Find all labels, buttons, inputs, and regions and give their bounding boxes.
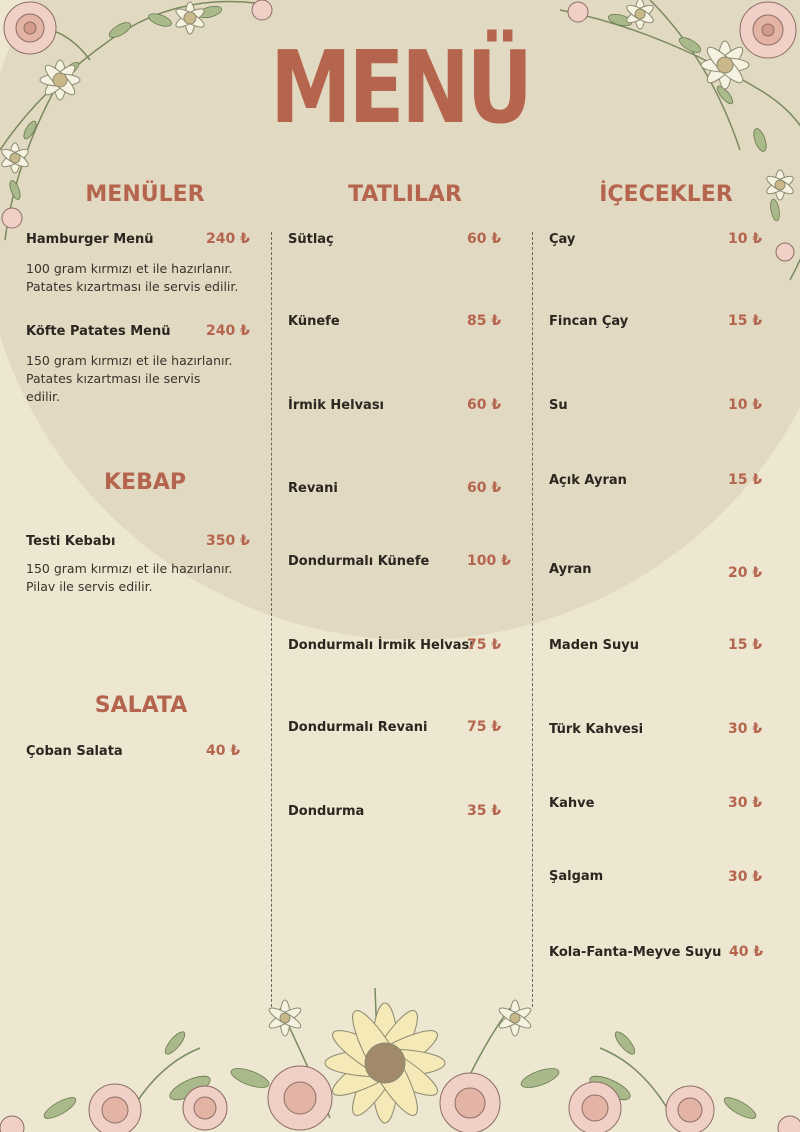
menu-item-name: Revani [288,481,338,496]
menu-item-price: 10 ₺ [728,397,763,413]
menu-item-name: İrmik Helvası [288,398,385,413]
menu-item-price: 35 ₺ [467,803,502,819]
menu-item-description: 100 gram kırmızı et ile hazırlanır. Patates kızartması ile servis edilir. [26,261,239,294]
menu-item-price: 40 ₺ [729,944,764,960]
menu-item-price: 40 ₺ [206,743,241,759]
section-heading-kebap: KEBAP [104,470,186,495]
menu-item-price: 30 ₺ [728,795,763,811]
menu-item-name: Köfte Patates Menü [26,324,171,339]
menu-item-name: Maden Suyu [549,638,639,653]
menu-item-name: Şalgam [549,869,604,884]
column-divider-right [532,232,533,1007]
menu-item-name: Fincan Çay [549,314,629,329]
menu-item-price: 350 ₺ [206,533,250,549]
menu-item-price: 240 ₺ [206,231,250,247]
menu-item-price: 60 ₺ [467,397,502,413]
floral-bottom-decoration [0,968,800,1132]
menu-item-description: 150 gram kırmızı et ile hazırlanır. Pilav ile servis edilir. [26,561,233,594]
menu-item-price: 15 ₺ [728,313,763,329]
menu-item-name: Açık Ayran [549,473,627,488]
menu-item-name: Türk Kahvesi [549,722,644,737]
menu-item-name: Dondurmalı Revani [288,720,428,735]
menu-item-name: Kahve [549,796,595,811]
menu-item-name: Dondurma [288,804,365,819]
menu-item-price: 85 ₺ [467,313,502,329]
menu-item-price: 75 ₺ [467,637,502,653]
menu-item-name: Testi Kebabı [26,534,116,549]
menu-item-name: Sütlaç [288,232,334,247]
section-heading-salata: SALATA [94,693,188,718]
menu-item-name: Kola-Fanta-Meyve Suyu [549,945,722,960]
menu-item-price: 15 ₺ [728,637,763,653]
menu-item-price: 15 ₺ [728,472,763,488]
menu-item-name: Çoban Salata [26,744,123,759]
menu-title: MENÜ [270,29,530,146]
menu-item-name: Su [549,398,568,413]
menu-item-price: 20 ₺ [728,565,763,581]
menu-item-name: Dondurmalı Künefe [288,554,430,569]
menu-item-name: Dondurmalı İrmik Helvası [288,638,474,653]
menu-item-price: 60 ₺ [467,231,502,247]
menu-item-price: 30 ₺ [728,721,763,737]
section-heading-menuler: MENÜLER [85,182,205,207]
menu-item-price: 10 ₺ [728,231,763,247]
menu-item-name: Çay [549,232,576,247]
menu-item-price: 60 ₺ [467,480,502,496]
menu-item-price: 100 ₺ [467,553,511,569]
menu-item-price: 75 ₺ [467,719,502,735]
menu-item-name: Hamburger Menü [26,232,154,247]
menu-item-price: 240 ₺ [206,323,250,339]
column-divider-left [271,232,272,1007]
section-heading-tatlilar: TATLILAR [348,182,462,207]
menu-item-name: Ayran [549,562,592,577]
menu-item-price: 30 ₺ [728,869,763,885]
section-heading-icecekler: İÇECEKLER [599,182,733,207]
menu-item-description: 150 gram kırmızı et ile hazırlanır. Patates kızartması ile servis edilir. [26,353,233,404]
menu-item-name: Künefe [288,314,340,329]
